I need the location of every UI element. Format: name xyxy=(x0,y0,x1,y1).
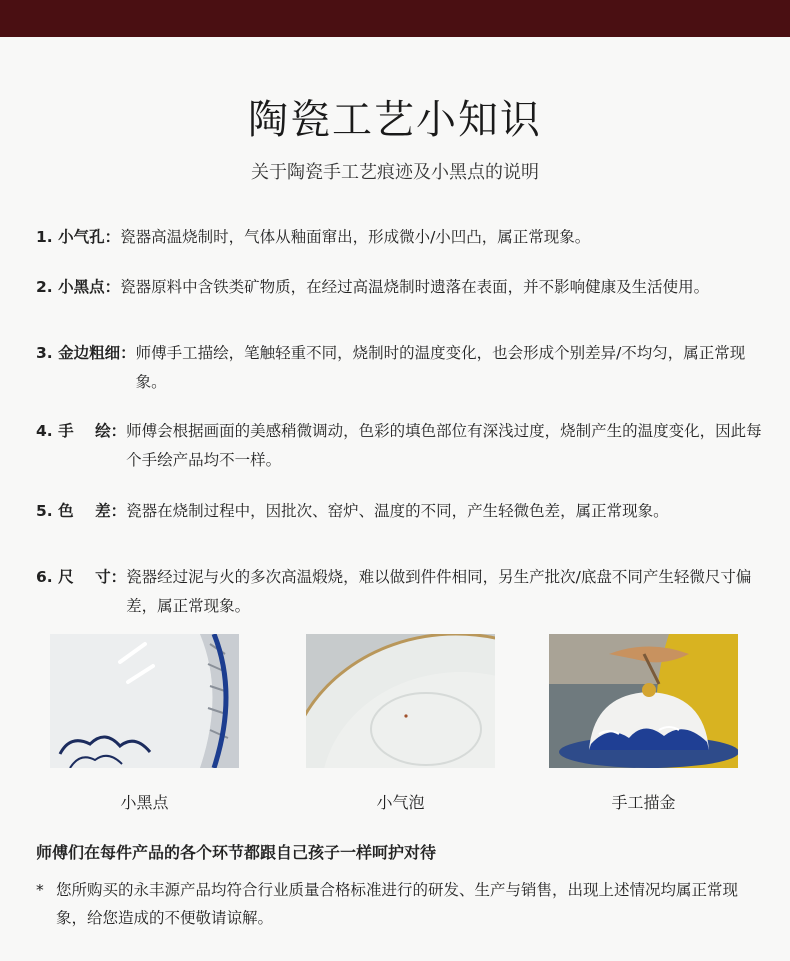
hand-gilding-photo xyxy=(549,634,738,768)
footer-note xyxy=(36,876,766,932)
list-item xyxy=(36,563,766,621)
item-label: 5. 色 差： xyxy=(36,502,127,520)
photo-caption: 小气泡 xyxy=(376,793,425,812)
list-item xyxy=(36,497,766,526)
list-item xyxy=(36,339,766,397)
black-dot-photo xyxy=(50,634,239,768)
item-label: 3. 金边粗细： xyxy=(36,344,136,362)
list-item xyxy=(36,273,766,302)
item-text: 瓷器在烧制过程中，因批次、窑炉、温度的不同，产生轻微色差，属正常现象。 xyxy=(126,502,669,520)
item-label: 1. 小气孔： xyxy=(36,228,121,246)
item-label: 4. 手 绘： xyxy=(36,422,127,440)
item-label: 6. 尺 寸： xyxy=(36,568,127,586)
bubble-photo xyxy=(306,634,495,768)
item-text: 瓷器高温烧制时，气体从釉面窜出，形成微小/小凹凸，属正常现象。 xyxy=(120,228,591,246)
asterisk-icon: * xyxy=(36,881,44,899)
list-item xyxy=(36,417,766,475)
list-item xyxy=(36,223,766,252)
item-text: 瓷器经过泥与火的多次高温煅烧，难以做到件件相同，另生产批次/底盘不同产生轻微尺寸偏差，属正常现象。 xyxy=(126,568,752,615)
page-title: 陶瓷工艺小知识 xyxy=(248,97,542,143)
photo-caption: 手工描金 xyxy=(611,793,676,812)
item-text: 瓷器原料中含铁类矿物质，在经过高温烧制时遗落在表面，并不影响健康及生活使用。 xyxy=(120,278,710,296)
top-banner xyxy=(0,0,790,37)
footer-title: 师傅们在每件产品的各个环节都跟自己孩子一样呵护对待 xyxy=(36,843,437,862)
page-subtitle: 关于陶瓷手工艺痕迹及小黑点的说明 xyxy=(251,162,539,183)
photo-caption: 小黑点 xyxy=(120,793,169,812)
item-text: 师傅手工描绘，笔触轻重不同，烧制时的温度变化，也会形成个别差异/不均匀，属正常现象。 xyxy=(135,344,746,391)
note-text: 您所购买的永丰源产品均符合行业质量合格标准进行的研发、生产与销售，出现上述情况均属正常现象，给您造成的不便敬请谅解。 xyxy=(56,881,739,927)
item-text: 师傅会根据画面的美感稍微调动，色彩的填色部位有深浅过度，烧制产生的温度变化，因此每个手绘产品均不一样。 xyxy=(126,422,762,469)
item-label: 2. 小黑点： xyxy=(36,278,121,296)
